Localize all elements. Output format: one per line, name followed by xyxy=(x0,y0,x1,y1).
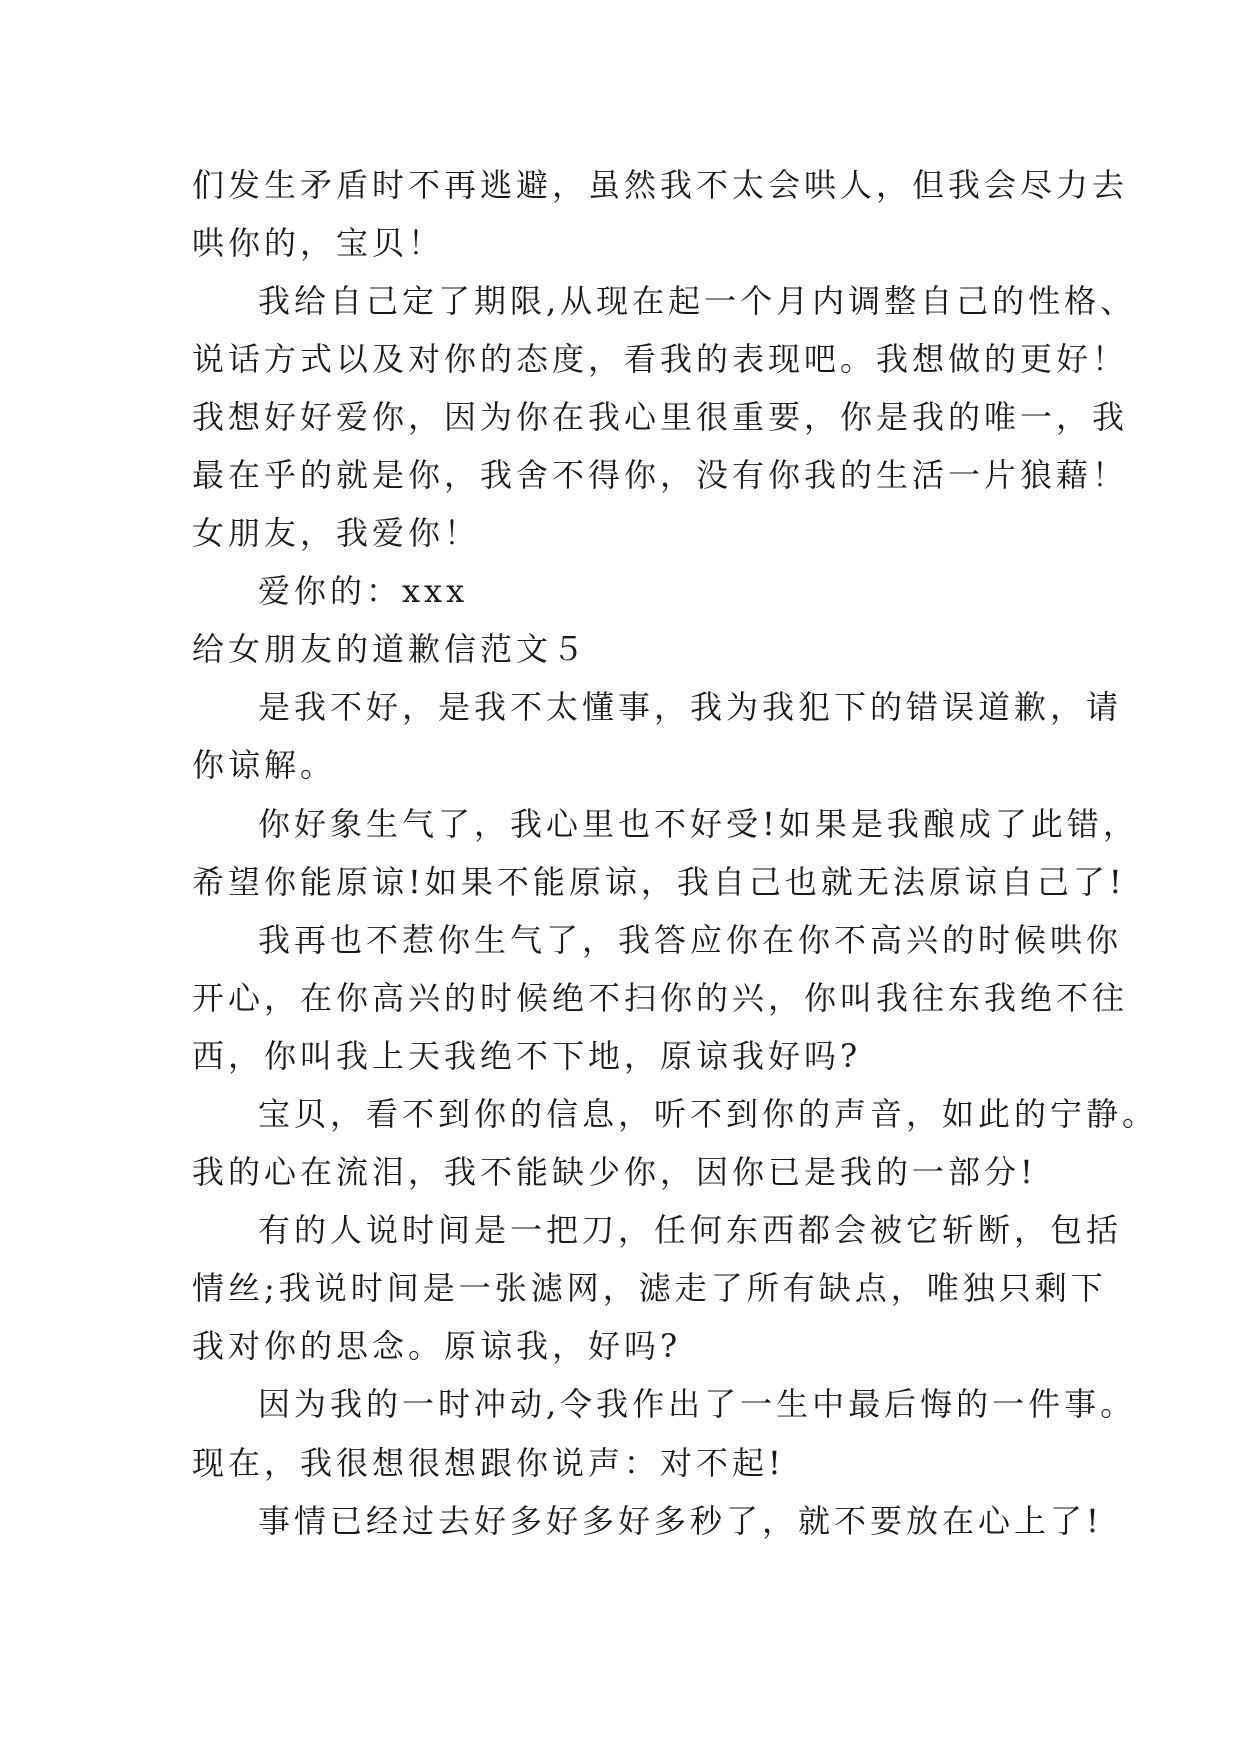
text-line: 有的人说时间是一把刀，任何东西都会被它斩断，包括 xyxy=(258,1211,1123,1250)
text-line: 女朋友，我爱你！ xyxy=(192,514,481,553)
text-line: 我对你的思念。原谅我，好吗? xyxy=(192,1327,682,1366)
text-line: 情丝;我说时间是一张滤网，滤走了所有缺点，唯独只剩下 xyxy=(192,1269,1107,1308)
text-line: 我的心在流泪，我不能缺少你，因你已是我的一部分! xyxy=(192,1153,1037,1192)
text-line: 宝贝，看不到你的信息，听不到你的声音，如此的宁静。 xyxy=(258,1095,1159,1133)
text-line: 哄你的，宝贝！ xyxy=(192,223,445,262)
letter-body xyxy=(192,156,1159,1550)
text-line: 们发生矛盾时不再逃避，虽然我不太会哄人，但我会尽力去 xyxy=(192,165,1129,204)
section-title: 给女朋友的道歉信范文５ xyxy=(192,630,589,669)
text-line: 你谅解。 xyxy=(192,746,337,785)
text-line: 西，你叫我上天我绝不下地，原谅我好吗? xyxy=(192,1036,862,1075)
text-line: 我给自己定了期限,从现在起一个月内调整自己的性格、 xyxy=(258,281,1137,320)
text-line: 我想好好爱你，因为你在我心里很重要，你是我的唯一，我 xyxy=(192,397,1129,436)
text-line: 我再也不惹你生气了，我答应你在你不高兴的时候哄你 xyxy=(258,920,1123,959)
text-line: 说话方式以及对你的态度，看我的表现吧。我想做的更好！ xyxy=(192,339,1129,378)
text-line: 最在乎的就是你，我舍不得你，没有你我的生活一片狼藉！ xyxy=(192,455,1129,494)
text-line: 现在，我很想很想跟你说声：对不起! xyxy=(192,1443,785,1482)
text-line: 是我不好，是我不太懂事，我为我犯下的错误道歉，请 xyxy=(258,688,1123,727)
text-line: 希望你能原谅!如果不能原谅，我自己也就无法原谅自己了! xyxy=(192,862,1126,901)
text-line: 事情已经过去好多好多好多秒了，就不要放在心上了! xyxy=(258,1501,1103,1540)
text-line: 因为我的一时冲动,令我作出了一生中最后悔的一件事。 xyxy=(258,1385,1137,1424)
signature-line: 爱你的：xxx xyxy=(258,572,469,611)
text-line: 你好象生气了，我心里也不好受!如果是我酿成了此错， xyxy=(258,804,1139,843)
text-line: 开心，在你高兴的时候绝不扫你的兴，你叫我往东我绝不往 xyxy=(192,978,1129,1017)
